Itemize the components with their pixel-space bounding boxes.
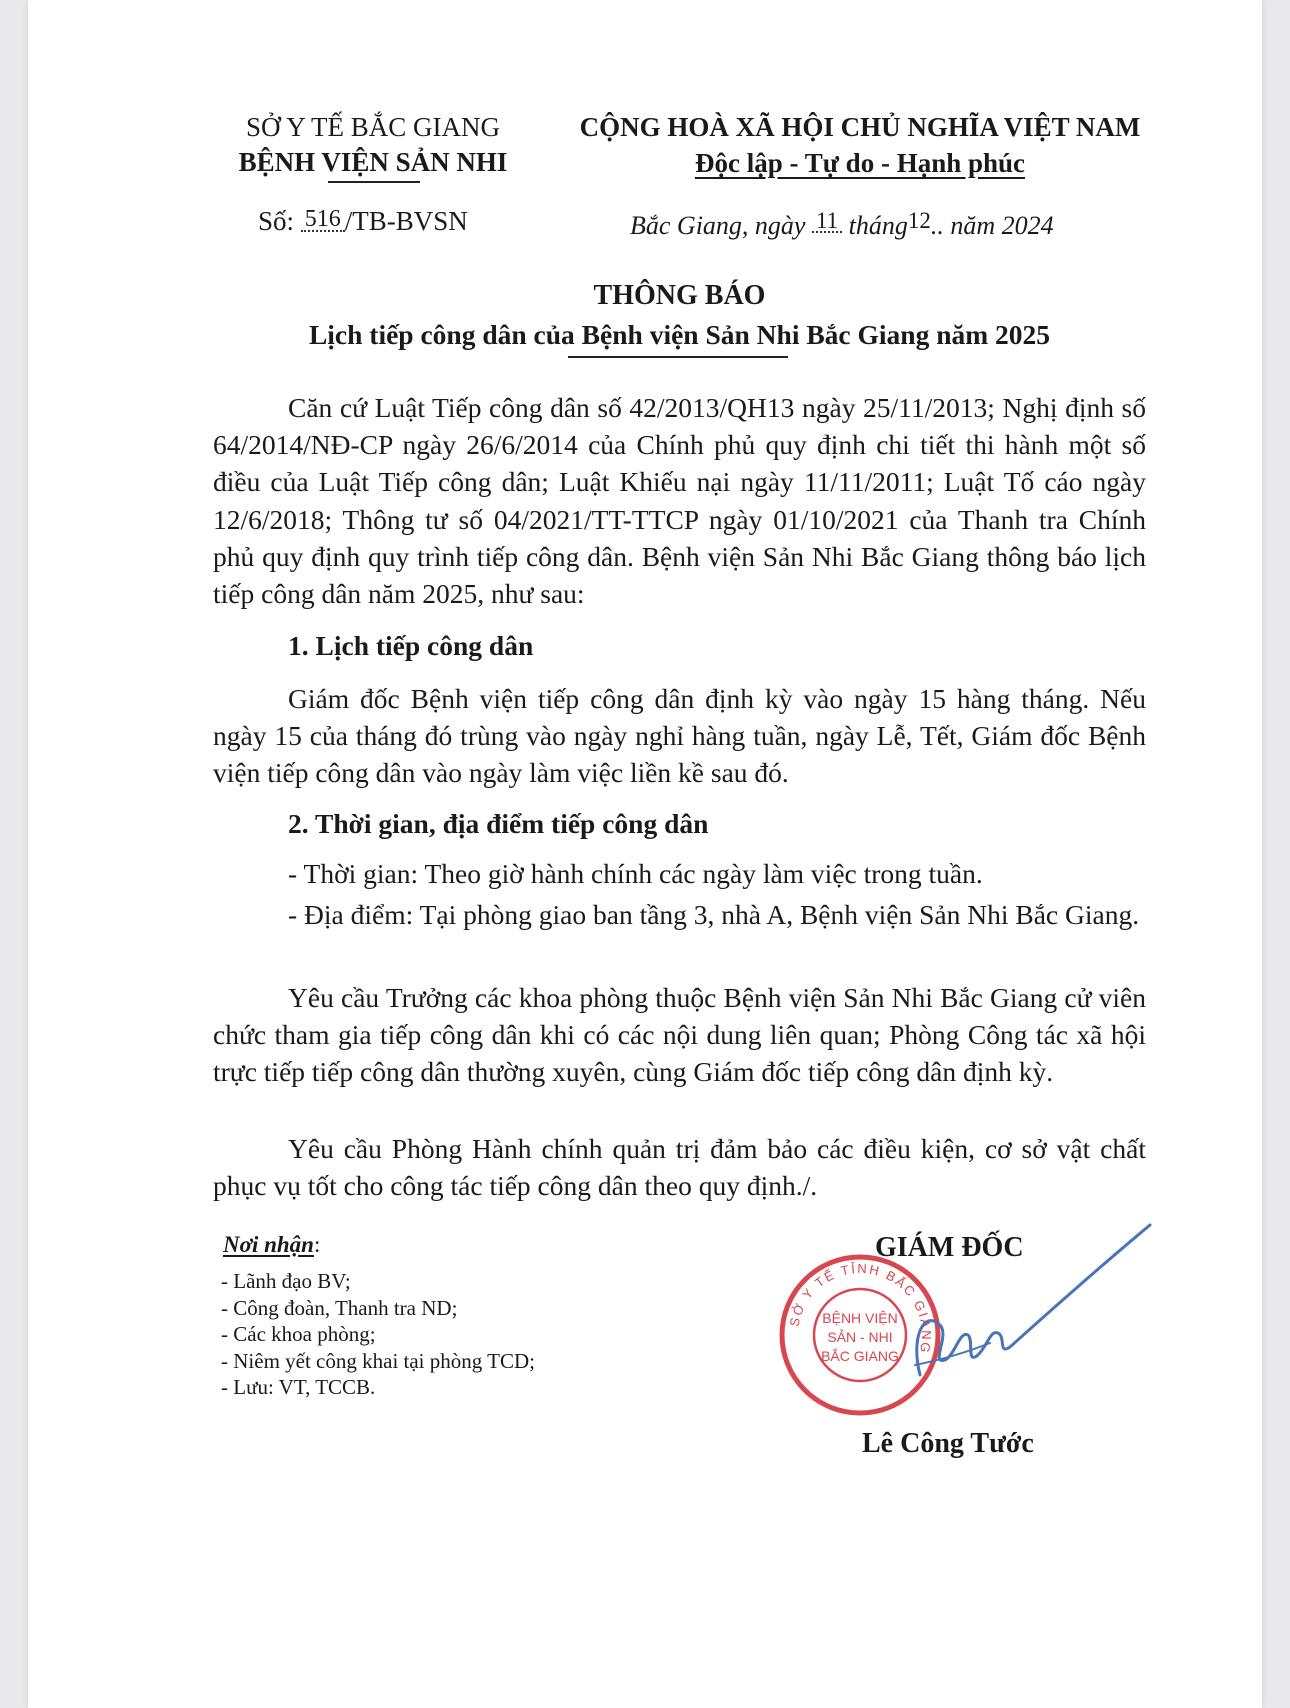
section-2-place: - Địa điểm: Tại phòng giao ban tầng 3, nhà A, Bệnh viện Sản Nhi Bắc Giang. [288, 899, 1140, 930]
hospital-name: BỆNH VIỆN SẢN NHI [238, 147, 508, 177]
stamp-line-2: SẢN - NHI [827, 1329, 893, 1345]
section-2-time: - Thời gian: Theo giờ hành chính các ngày làm việc trong tuần. [288, 858, 983, 889]
list-item: - Công đoàn, Thanh tra ND; [221, 1295, 458, 1320]
date-day: 11 [812, 211, 842, 233]
motto: Độc lập - Tự do - Hạnh phúc [694, 148, 1026, 178]
section-1-paragraph: Giám đốc Bệnh viện tiếp công dân định kỳ vào ngày 15 hàng tháng. Nếu ngày 15 của tháng đó trùng vào ngày nghỉ hàng tuần, ngày Lễ, Tết, Giám đốc Bệnh viện tiếp công dân vào ngày làm việc liền kề sau đó. [213, 683, 1146, 789]
section-2-heading: 2. Thời gian, địa điểm tiếp công dân [288, 808, 709, 839]
recipients-list [221, 1268, 535, 1401]
intro-paragraph: Căn cứ Luật Tiếp công dân số 42/2013/QH13 ngày 25/11/2013; Nghị định số 64/2014/NĐ-CP ngày 26/6/2014 của Chính phủ quy định chi tiết thi hành một số điều của Luật Tiếp công dân; Luật Khiếu nại ngày 11/11/2011; Luật Tố cáo ngày 12/6/2018; Thông tư số 04/2021/TT-TTCP ngày 01/10/2021 của Thanh tra Chính phủ quy định quy trình tiếp công dân. Bệnh viện Sản Nhi Bắc Giang thông báo lịch tiếp công dân năm 2025, như sau: [213, 392, 1146, 610]
ministry-name: SỞ Y TẾ BẮC GIANG [245, 112, 500, 142]
recipients-heading-text: Nơi nhận [223, 1232, 314, 1257]
signer-title: GIÁM ĐỐC [875, 1232, 1024, 1263]
date-month: 12 [907, 208, 931, 233]
request-paragraph-2: Yêu cầu Phòng Hành chính quản trị đảm bảo các điều kiện, cơ sở vật chất phục vụ tốt cho công tác tiếp công dân theo quy định./. [213, 1133, 1146, 1202]
document-number [258, 206, 468, 237]
section-1-heading: 1. Lịch tiếp công dân [288, 630, 534, 661]
hospital-name-underline [328, 181, 420, 183]
stamp-ring-text: SỞ Y TẾ TỈNH BẮC GIANG [786, 1260, 935, 1356]
subtitle-underline [568, 356, 788, 358]
document-number-prefix: Số: [258, 206, 301, 236]
issue-date [630, 208, 1054, 241]
list-item: - Các khoa phòng; [221, 1322, 376, 1346]
request-paragraph-1: Yêu cầu Trưởng các khoa phòng thuộc Bệnh viện Sản Nhi Bắc Giang cử viên chức tham gia tiếp công dân khi có các nội dung liên quan; Phòng Công tác xã hội trực tiếp tiếp công dân thường xuyên, cùng Giám đốc tiếp công dân định kỳ. [213, 982, 1146, 1088]
signer-name: Lê Công Tước [862, 1428, 1034, 1459]
date-prefix: Bắc Giang, ngày [630, 211, 812, 240]
page-subtitle: Lịch tiếp công dân của Bệnh viện Sản Nhi Bắc Giang năm 2025 [308, 319, 1051, 350]
list-item: - Lưu: VT, TCCB. [221, 1375, 376, 1399]
date-month-label: tháng [842, 211, 908, 240]
country-name: CỘNG HOÀ XÃ HỘI CHỦ NGHĨA VIỆT NAM [579, 112, 1141, 142]
stamp-line-1: BỆNH VIỆN [822, 1310, 898, 1326]
recipients-heading [223, 1232, 320, 1258]
document-number-suffix: /TB-BVSN [344, 206, 468, 236]
date-suffix: .. năm 2024 [930, 211, 1054, 240]
document-number-value: 516 [301, 208, 345, 232]
list-item: - Niêm yết công khai tại phòng TCD; [221, 1348, 535, 1373]
page-title: THÔNG BÁO [593, 280, 766, 311]
document-page [28, 0, 1262, 1708]
recipients-heading-colon: : [313, 1232, 321, 1257]
stamp-line-3: BẮC GIANG [821, 1348, 899, 1364]
handwritten-signature [870, 1215, 1160, 1395]
list-item: - Lãnh đạo BV; [221, 1269, 351, 1293]
